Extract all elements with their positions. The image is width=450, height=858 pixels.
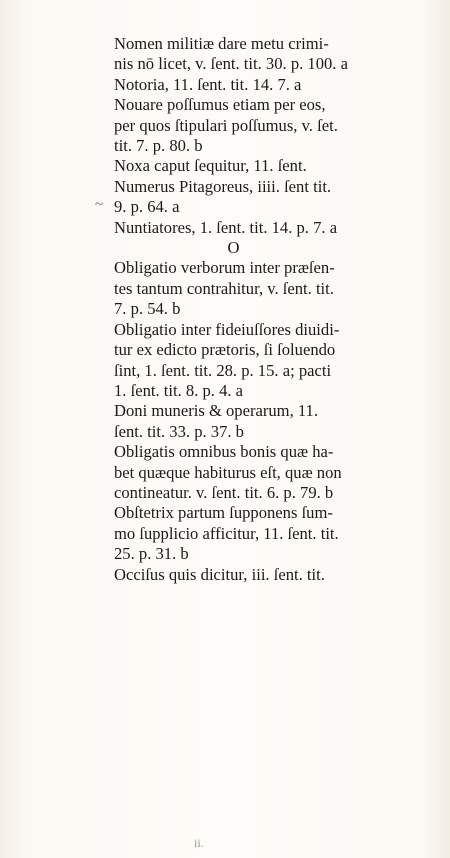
entry-headword-line: Numerus Pitagoreus, iiii. ſent tit.	[114, 176, 332, 196]
index-entry	[114, 218, 434, 238]
entry-headword-line: Noxa caput ſequitur, 11. ſent.	[114, 156, 307, 176]
entry-continuation-line: per quos ſtipulari poſſumus, v. ſet.	[114, 115, 338, 135]
index-entry	[114, 34, 434, 75]
entry-headword-line: Notoria, 11. ſent. tit. 14. 7. a	[114, 74, 302, 94]
entry-continuation-line: contineatur. v. ſent. tit. 6. p. 79. b	[114, 482, 334, 502]
entry-continuation-line: mo ſupplicio afficitur, 11. ſent. tit.	[114, 523, 339, 543]
index-entry	[114, 258, 434, 319]
entry-headword-line: Occiſus quis dicitur, iii. ſent. tit.	[114, 564, 325, 584]
entry-headword-line: Doni muneris & operarum, 11.	[114, 401, 319, 421]
index-entry	[114, 75, 434, 95]
index-entry	[114, 156, 434, 176]
entry-headword-line: Nuntiatores, 1. ſent. tit. 14. p. 7. a	[114, 217, 338, 237]
folio: ii.	[194, 836, 204, 850]
index-entry	[114, 177, 434, 218]
index-entry	[114, 401, 434, 442]
section-letter-o: O	[227, 238, 241, 258]
index-entry	[114, 565, 434, 585]
index-column	[114, 34, 434, 585]
entry-continuation-line: tes tantum contrahitur, v. ſent. tit.	[114, 278, 334, 298]
entry-continuation-line: 25. p. 31. b	[114, 544, 189, 564]
entry-continuation-line: ſint, 1. ſent. tit. 28. p. 15. a; pacti	[114, 360, 332, 380]
entry-continuation-line: tur ex edicto prætoris, ſi ſoluendo	[114, 340, 336, 360]
entry-headword-line: Obſtetrix partum ſupponens ſum-	[114, 503, 333, 523]
entry-continuation-line: 9. p. 64. a	[114, 197, 180, 217]
entries-n	[114, 34, 434, 238]
entry-headword-line: Obligatis omnibus bonis quæ ha-	[114, 442, 334, 462]
entry-continuation-line: ſent. tit. 33. p. 37. b	[114, 421, 244, 441]
margin-mark: ~	[95, 197, 104, 213]
entry-continuation-line: bet quæque habiturus eſt, quæ non	[114, 462, 342, 482]
index-entry	[114, 442, 434, 503]
entry-headword-line: Nomen militiæ dare metu crimi-	[114, 34, 329, 53]
entry-continuation-line: nis nō licet, v. ſent. tit. 30. p. 100. a	[114, 54, 348, 74]
entry-headword-line: Obligatio verborum inter præſen-	[114, 258, 335, 278]
entry-headword-line: Nouare poſſumus etiam per eos,	[114, 95, 326, 115]
index-entry	[114, 503, 434, 564]
index-entry	[114, 320, 434, 402]
entry-headword-line: Obligatio inter fideiuſſores diuidi-	[114, 319, 340, 339]
entry-continuation-line: tit. 7. p. 80. b	[114, 136, 203, 156]
entry-continuation-line: 1. ſent. tit. 8. p. 4. a	[114, 380, 244, 400]
entries-o	[114, 258, 434, 585]
index-entry	[114, 95, 434, 156]
entry-continuation-line: 7. p. 54. b	[114, 299, 181, 319]
